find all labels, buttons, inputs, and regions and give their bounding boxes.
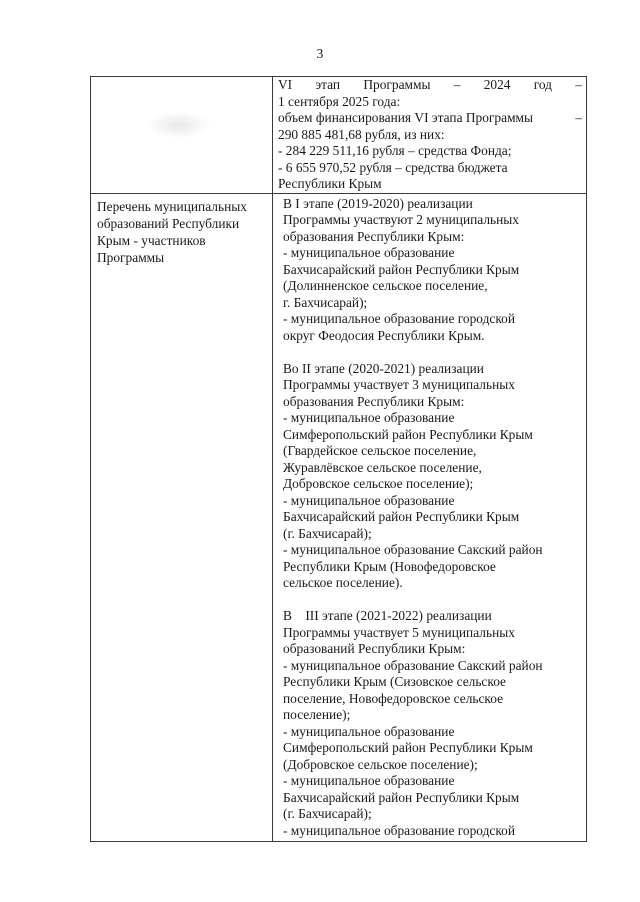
text-line: (г. Бахчисарай); (283, 806, 372, 821)
text-line: Республики Крым (Сизовское сельское (283, 674, 507, 689)
text-line: Во II этапе (2020-2021) реализации (283, 360, 484, 376)
text-line: поселение); (283, 707, 351, 722)
text-line: В I этапе (2019-2020) реализации (283, 195, 473, 211)
text-line: - муниципальное образование (283, 723, 455, 739)
word: – (453, 77, 461, 92)
text-line: образований Республики Крым: (283, 641, 466, 656)
word: Программы (363, 77, 431, 92)
text-line: Программы участвует 5 муниципальных (283, 624, 515, 640)
program-passport-table (90, 76, 587, 842)
stage-vi-heading (278, 77, 582, 94)
text-line: образования Республики Крым: (283, 393, 465, 409)
stage-vi-budget-amount: - 6 655 970,52 рубля – средства бюджета (278, 159, 508, 175)
text-line: образования Республики Крым: (283, 228, 465, 244)
text-line: - муниципальное образование Сакский район (283, 542, 543, 557)
text-line: (Добровское сельское поселение); (283, 756, 478, 772)
text-line: Бахчисарайский район Республики Крым (283, 509, 520, 524)
table-row-municipalities (91, 193, 587, 841)
row1-right-cell (273, 77, 587, 194)
text-line: - муниципальное образование (283, 410, 455, 425)
text-line: Симферопольский район Республики Крым (283, 426, 533, 442)
text-line: поселение, Новофедоровское сельское (283, 690, 504, 706)
text-line: - муниципальное образование (283, 492, 455, 508)
dash: – (575, 110, 582, 125)
row2-right-cell (273, 193, 587, 841)
row-heading-line: Перечень муниципальных (97, 198, 247, 214)
row-heading-line: Крым - участников (97, 232, 206, 248)
stage-iii-block (283, 608, 582, 839)
stage-vi-fund-amount: - 284 229 511,16 рубля – средства Фонда; (278, 143, 512, 158)
stage-vi-period: 1 сентября 2025 года: (278, 93, 401, 109)
text-line: Журавлёвское сельское поселение, (283, 459, 482, 475)
text-line: Симферопольский район Республики Крым (283, 740, 533, 755)
text-line: - муниципальное образование городской (283, 822, 516, 838)
row1-left-cell (91, 77, 273, 194)
text-line: г. Бахчисарай); (283, 294, 368, 310)
row-heading-line: Программы (97, 250, 165, 266)
word: – (575, 77, 582, 92)
paragraph-gap (283, 592, 582, 609)
row-heading-line: образований Республики (97, 215, 240, 231)
text-line: - муниципальное образование (283, 773, 455, 788)
funding-label: объем финансирования VI этапа Программы (278, 110, 534, 125)
text-line: Программы участвуют 2 муниципальных (283, 212, 519, 227)
paragraph-gap (283, 344, 582, 361)
text-line: - муниципальное образование городской (283, 311, 516, 326)
text-line: Бахчисарайский район Республики Крым (283, 261, 520, 277)
row2-left-cell (91, 193, 273, 841)
text-line: В III этапе (2021-2022) реализации (283, 608, 492, 623)
text-line: (Гвардейское сельское поселение, (283, 443, 477, 458)
stage-vi-funding-line (278, 110, 582, 127)
text-line: - муниципальное образование (283, 245, 455, 260)
text-line: - муниципальное образование Сакский район (283, 657, 543, 673)
text-line: Бахчисарайский район Республики Крым (283, 789, 520, 805)
text-line: Республики Крым (Новофедоровское (283, 558, 496, 574)
text-line: (г. Бахчисарай); (283, 525, 372, 541)
text-line: Добровское сельское поселение); (283, 476, 474, 491)
stage-vi-budget-owner: Республики Крым (278, 176, 382, 191)
stage-i-block (283, 196, 582, 345)
page-number: 3 (316, 46, 324, 61)
text-line: округ Феодосия Республики Крым. (283, 327, 485, 343)
table-row-stage-vi (91, 77, 587, 194)
word: 2024 (483, 77, 511, 92)
stage-vi-total: 290 885 481,68 рубля, из них: (278, 126, 445, 142)
word: этап (315, 77, 341, 92)
word: VI (278, 77, 293, 92)
word: год (533, 77, 552, 92)
text-line: сельское поселение). (283, 575, 403, 590)
text-line: (Долинненское сельское поселение, (283, 278, 488, 293)
stage-ii-block (283, 361, 582, 592)
text-line: Программы участвует 3 муниципальных (283, 377, 515, 392)
